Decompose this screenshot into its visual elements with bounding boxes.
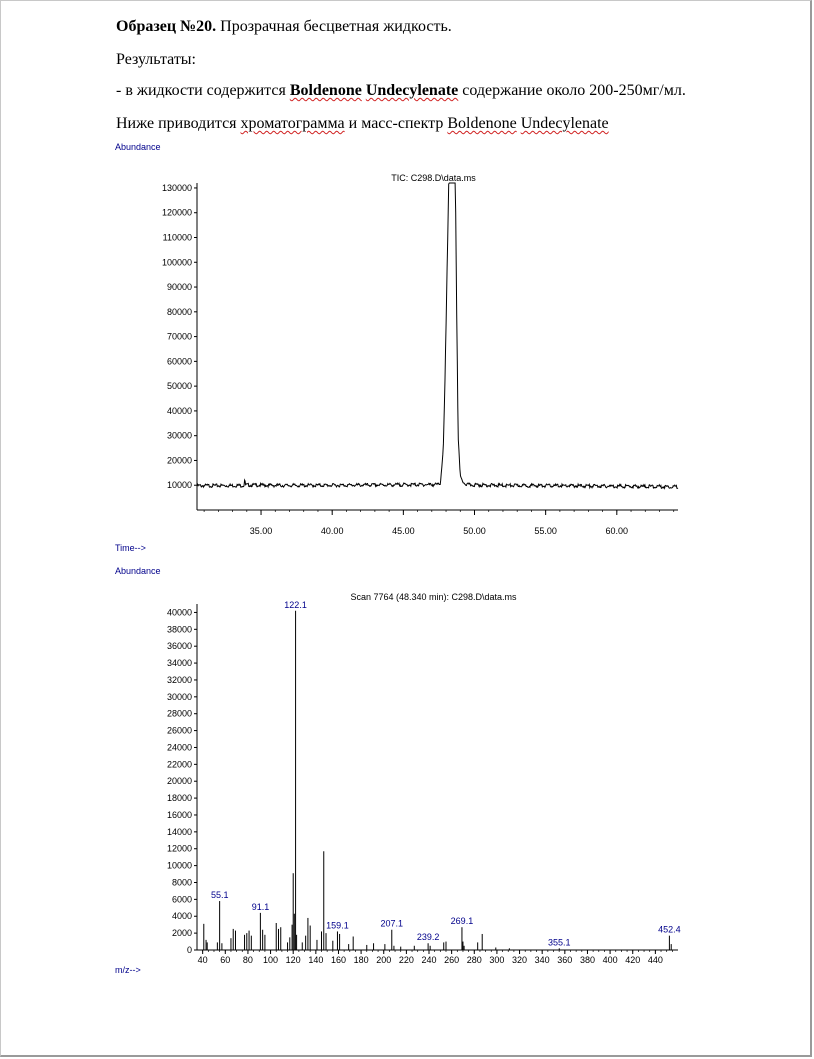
ms-ytick-label: 40000 [166,607,192,618]
ms-ylabel: Abundance [115,566,161,576]
chromatogram-word: хроматограмма [240,115,345,132]
ms-xtick-label: 360 [557,955,573,965]
ms-ytick-label: 8000 [171,877,192,888]
ms-peak-label: 355.1 [548,937,571,948]
ms-peak-label: 207.1 [380,918,404,929]
ms-ytick-label: 0 [186,945,192,955]
tic-ytick-label: 110000 [162,232,192,243]
ms-xtick-label: 240 [421,955,437,965]
ms-xtick-label: 440 [647,955,663,965]
ms-xtick-label: 140 [308,955,324,965]
tic-xtick-label: 35.00 [249,526,273,536]
tic-ytick-label: 100000 [161,257,192,268]
ms-ytick-label: 18000 [166,793,192,804]
tic-xtick-label: 55.00 [534,526,557,536]
ms-ytick-label: 20000 [166,776,192,787]
tic-ytick-label: 90000 [166,282,192,293]
ms-xtick-label: 160 [330,955,346,965]
tic-xlabel: Time--> [115,543,146,553]
ms-ytick-label: 28000 [166,708,192,719]
ms-ytick-label: 26000 [166,725,192,736]
tic-trace [197,183,678,488]
compound-name-1: Boldenone [289,82,362,99]
ms-xtick-label: 280 [466,955,482,965]
tic-ylabel: Abundance [115,142,161,152]
sample-description: Прозрачная бесцветная жидкость. [216,18,452,35]
tic-xtick-label: 40.00 [320,526,344,536]
ms-peak-label: 122.1 [284,599,307,610]
ms-title: Scan 7764 (48.340 min): C298.D\data.ms [350,592,517,602]
ms-xlabel: m/z--> [115,965,141,975]
ms-ytick-label: 34000 [166,658,192,669]
tic-title: TIC: C298.D\data.ms [391,173,476,183]
tic-ytick-label: 120000 [161,207,192,218]
tic-ytick-label: 10000 [166,480,192,491]
tic-ytick-label: 80000 [166,306,192,317]
sample-number: Образец №20. [116,18,217,35]
tic-xtick-label: 45.00 [392,526,415,536]
ms-xtick-label: 260 [444,955,460,965]
tic-ytick-label: 130000 [161,182,192,193]
tic-ytick-label: 60000 [166,356,192,367]
ms-ytick-label: 36000 [166,641,192,652]
ms-xtick-label: 300 [489,955,505,965]
ms-xtick-label: 40 [197,955,208,965]
ms-peak-label: 55.1 [210,890,229,901]
ms-ytick-label: 22000 [166,759,192,770]
ms-xtick-label: 400 [602,955,618,965]
ms-xtick-label: 80 [242,955,253,965]
compound-word-1: Boldenone [447,115,517,132]
ms-xtick-label: 380 [579,955,595,965]
ms-ytick-label: 24000 [166,742,192,753]
tic-ytick-label: 50000 [166,381,192,392]
ms-ytick-label: 12000 [166,843,192,854]
ms-ytick-label: 32000 [166,674,192,685]
ms-ytick-label: 10000 [166,860,192,871]
results-prefix: - в жидкости содержится [116,82,290,99]
figure-intro-mid: и масс-спектр [344,115,448,132]
ms-xtick-label: 320 [512,955,528,965]
ms-peak-label: 452.4 [658,924,681,935]
compound-word-2: Undecylenate [520,115,609,132]
tic-xtick-label: 50.00 [463,526,486,536]
tic-ytick-label: 40000 [166,405,192,416]
results-label: Результаты: [116,51,196,68]
ms-xtick-label: 340 [534,955,550,965]
ms-xtick-label: 100 [263,955,279,965]
ms-xtick-label: 420 [625,955,641,965]
tic-ytick-label: 20000 [166,455,192,466]
tic-xtick-label: 60.00 [605,526,629,536]
ms-peak-label: 159.1 [326,920,349,931]
ms-xtick-label: 200 [376,955,392,965]
ms-xtick-label: 180 [353,955,369,965]
ms-xtick-label: 220 [398,955,414,965]
ms-ytick-label: 38000 [166,624,192,635]
ms-ytick-label: 2000 [171,928,192,939]
ms-xtick-label: 60 [220,955,231,965]
ms-ytick-label: 30000 [166,691,192,702]
ms-peak-label: 239.2 [416,932,440,943]
ms-peak-label: 91.1 [251,901,270,912]
ms-ytick-label: 14000 [166,826,192,837]
compound-name-2: Undecylenate [365,82,459,99]
ms-ytick-label: 4000 [171,911,192,922]
concentration-text: содержание около 200-250мг/мл. [458,82,686,99]
ms-peak-label: 269.1 [450,916,474,927]
tic-ytick-label: 30000 [166,430,192,441]
tic-ytick-label: 70000 [166,331,192,342]
ms-ytick-label: 6000 [171,894,192,905]
ms-xtick-label: 120 [285,955,301,965]
figure-intro-prefix: Ниже приводится [116,115,241,132]
ms-ytick-label: 16000 [166,809,192,820]
